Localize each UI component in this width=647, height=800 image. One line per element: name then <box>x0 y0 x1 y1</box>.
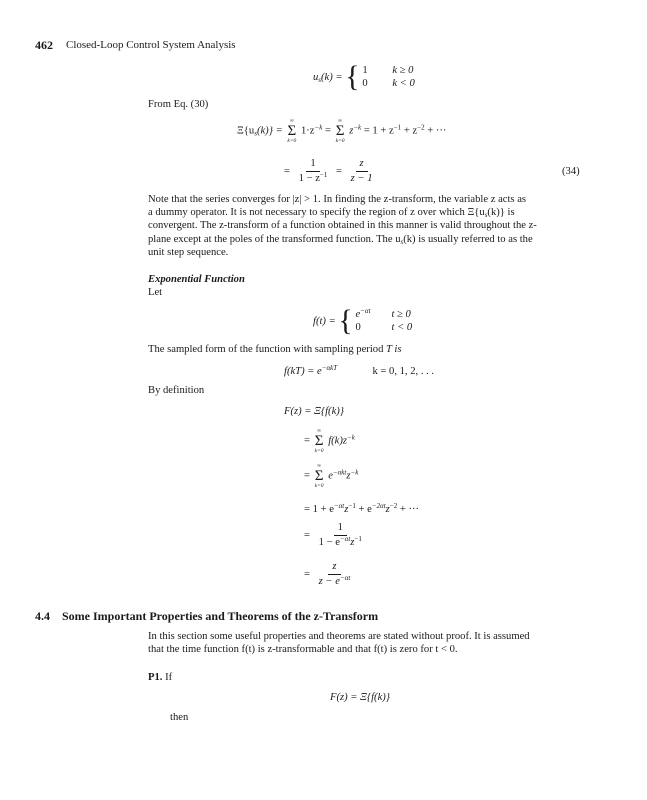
note-line-1: Note that the series converges for |z| > 1. In finding the z-transform, the variable z acts as <box>148 194 527 205</box>
eq34-lhs-sub: s <box>254 129 257 138</box>
eq34-lhs-arg: (k)} = <box>256 125 283 137</box>
Fz-frac1: $\frac{1}{1 - e^{-\alpha t}z^{-1}}$ <box>318 522 362 548</box>
Fz-line6: = $\frac{z}{z - e^{-\alpha t}}$ <box>304 561 356 588</box>
us-case1-cond: k ≥ 0 <box>392 65 414 76</box>
eq34-equals: = <box>324 125 331 137</box>
eq34-term1: 1·z <box>300 125 315 137</box>
fkT-equation: $f(kT) = e^{-\alpha kT}$ k = 0, 1, 2, . . . <box>284 364 435 377</box>
eq34-series-s2: −2 <box>417 123 425 132</box>
sampled-text: The sampled form of the function with sampling period T is <box>148 344 402 355</box>
f-case2-value: 0 <box>355 322 361 333</box>
note-line-4: plane except at the poles of the transformed function. The $u_s(k)$ is usually referred to as the <box>148 233 533 246</box>
f-lhs: f(t) = <box>313 315 336 327</box>
p1-text: If <box>165 672 173 683</box>
Fz-frac2: $\frac{z}{z - e^{-\alpha t}}$ <box>318 561 351 587</box>
left-brace: { <box>345 60 360 93</box>
section-line-1: In this section some useful properties and theorems are stated without proof. It is assumed <box>148 631 530 642</box>
let-text: Let <box>148 287 163 298</box>
Fz-line3: = ∞ Σ k=0 $e^{-\alpha kt}z^{-k}$ <box>304 463 359 489</box>
eq34-line2: = $\frac{1}{1 - z^{-1}}$ = $\frac{z}{z - 1}$ <box>284 158 379 185</box>
us-case2-cond: k < 0 <box>392 78 415 89</box>
p1-line <box>148 672 172 683</box>
eq34-series-s1: −1 <box>393 123 402 132</box>
then-text: then <box>170 712 189 723</box>
eq34-term1-sup: −k <box>314 123 323 132</box>
section-number: 4.4 <box>35 609 50 623</box>
f-case1-cond: t ≥ 0 <box>391 309 411 320</box>
f-case1-value: e <box>355 309 361 320</box>
note-line-2: a dummy operator. It is not necessary to specify the region of z over which $\Xi\{u_s(k)\}$ is <box>148 207 515 220</box>
eq34-series-plus: + z <box>401 125 418 137</box>
us-lhs-sub: s <box>318 75 322 84</box>
from-eq-text: From Eq. (30) <box>148 99 209 110</box>
left-brace-f: { <box>338 304 353 337</box>
eq34-series-tail: + ··· <box>424 125 447 137</box>
eq34-term2-sup: −k <box>353 123 362 132</box>
section-line-2: that the time function f(t) is z-transformable and that f(t) is zero for t < 0. <box>148 644 458 656</box>
us-case1-value: 1 <box>362 65 368 76</box>
eq34-series: = 1 + z <box>363 125 394 137</box>
f-case2-cond: t < 0 <box>391 322 413 333</box>
note-line-3: convergent. The z-transform of a function obtained in this manner is valid throughout the z- <box>148 220 537 232</box>
eq34-frac2: $\frac{z}{z - 1}$ <box>350 158 373 184</box>
section-heading <box>35 609 378 624</box>
eq34-lhs: Ξ{u <box>237 125 255 137</box>
us-lhs-arg: (k) = <box>321 71 343 83</box>
p1-equation: F(z) = Ξ{f(k)} <box>330 692 391 703</box>
sum-symbol-4: ∞ Σ k=0 <box>314 463 324 489</box>
Fz-line4: = $1 + e^{-\alpha t}z^{-1} + e^{-2\alpha t}z^{-2}$ + ··· <box>304 502 420 515</box>
section-paragraph <box>148 630 582 656</box>
sum-symbol-1: ∞ Σ k=0 <box>287 118 297 144</box>
Fz-line1: F(z) = Ξ{f(k)} <box>284 406 345 417</box>
running-title: Closed-Loop Control System Analysis <box>66 39 236 51</box>
sum-symbol-3: ∞ Σ k=0 <box>314 428 324 454</box>
f-definition <box>313 304 413 337</box>
eq34-frac1: $\frac{1}{1 - z^{-1}}$ <box>298 158 328 184</box>
note-line-5: unit step sequence. <box>148 246 229 258</box>
eq34-term2: z <box>349 125 354 137</box>
us-lhs: u <box>313 71 319 83</box>
section-title: Some Important Properties and Theorems of the z-Transform <box>62 609 379 623</box>
Fz-line5: = $\frac{1}{1 - e^{-\alpha t}z^{-1}}$ <box>304 522 368 549</box>
us-case2-value: 0 <box>362 78 368 89</box>
by-definition-text: By definition <box>148 385 205 396</box>
sum-symbol-2: ∞ Σ k=0 <box>335 118 345 144</box>
Fz-line2: = ∞ Σ k=0 $f(k)z^{-k}$ <box>304 428 355 454</box>
eq34-line1 <box>237 118 446 144</box>
f-case1-sup: −αt <box>360 307 371 315</box>
exponential-heading: Exponential Function <box>148 274 245 285</box>
unit-step-definition <box>313 60 415 93</box>
p1-label: P1. <box>148 672 163 683</box>
note-paragraph <box>148 193 580 259</box>
page-number: 462 <box>35 38 53 52</box>
equation-label-34: (34) <box>562 166 580 177</box>
